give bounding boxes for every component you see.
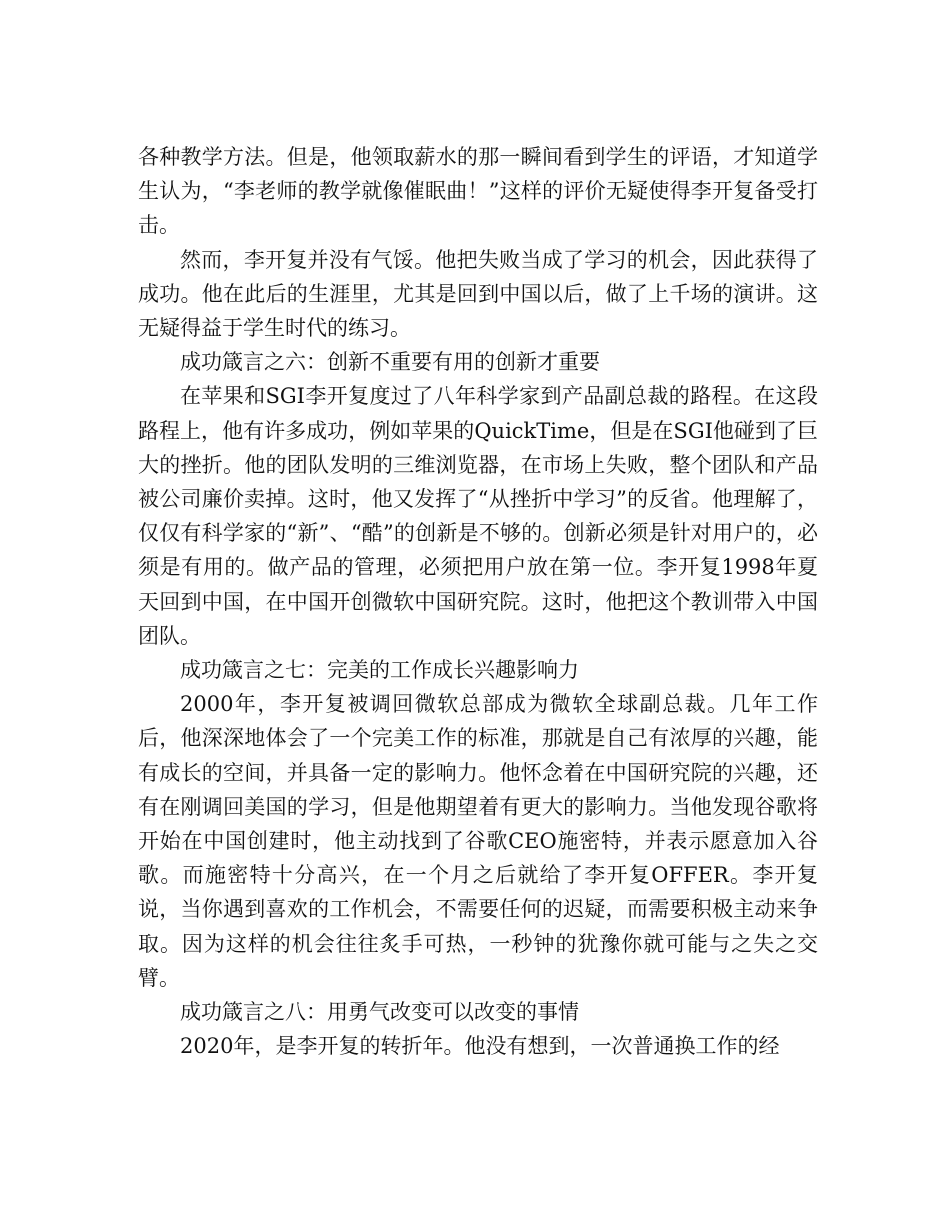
paragraph-not-discouraged: 然而，李开复并没有气馁。他把失败当成了学习的机会，因此获得了成功。他在此后的生涯里，尤其是回到中国以后，做了上千场的演讲。这无疑得益于学生时代的练习。 [138, 247, 818, 341]
section-heading-six: 成功箴言之六：创新不重要有用的创新才重要 [180, 350, 600, 375]
document-body [138, 140, 818, 1063]
paragraph-apple-sgi: 在苹果和SGI李开复度过了八年科学家到产品副总裁的路程。在这段路程上，他有许多成功，例如苹果的QuickTime，但是在SGI他碰到了巨大的挫折。他的团队发明的三维浏览器，在市场上失败，整个团队和产品被公司廉价卖掉。这时，他又发挥了“从挫折中学习”的反省。他理解了，仅仅有科学家的“新”、“酷”的创新是不够的。创新必须是针对用户的，必须是有用的。做产品的管理，必须把用户放在第一位。李开复1998年夏天回到中国，在中国开创微软中国研究院。这时，他把这个教训带入中国团队。 [138, 384, 818, 648]
paragraph-turning-point: 2020年，是李开复的转折年。他没有想到，一次普通换工作的经 [180, 1034, 780, 1059]
paragraph-teaching-methods: 各种教学方法。但是，他领取薪水的那一瞬间看到学生的评语，才知道学生认为，“李老师的教学就像催眠曲！”这样的评价无疑使得李开复备受打击。 [138, 145, 818, 238]
paragraph-microsoft-google: 2000年，李开复被调回微软总部成为微软全球副总裁。几年工作后，他深深地体会了一个完美工作的标准，那就是自己有浓厚的兴趣，能有成长的空间，并具备一定的影响力。他怀念着在中国研究院的兴趣，还有在刚调回美国的学习，但是他期望着有更大的影响力。当他发现谷歌将开始在中国创建时，他主动找到了谷歌CEO施密特，并表示愿意加入谷歌。而施密特十分高兴，在一个月之后就给了李开复OFFER。李开复说，当你遇到喜欢的工作机会，不需要任何的迟疑，而需要积极主动来争取。因为这样的机会往往炙手可热，一秒钟的犹豫你就可能与之失之交臂。 [138, 692, 818, 990]
section-heading-seven: 成功箴言之七：完美的工作成长兴趣影响力 [180, 658, 579, 683]
section-heading-eight: 成功箴言之八：用勇气改变可以改变的事情 [180, 1000, 579, 1025]
